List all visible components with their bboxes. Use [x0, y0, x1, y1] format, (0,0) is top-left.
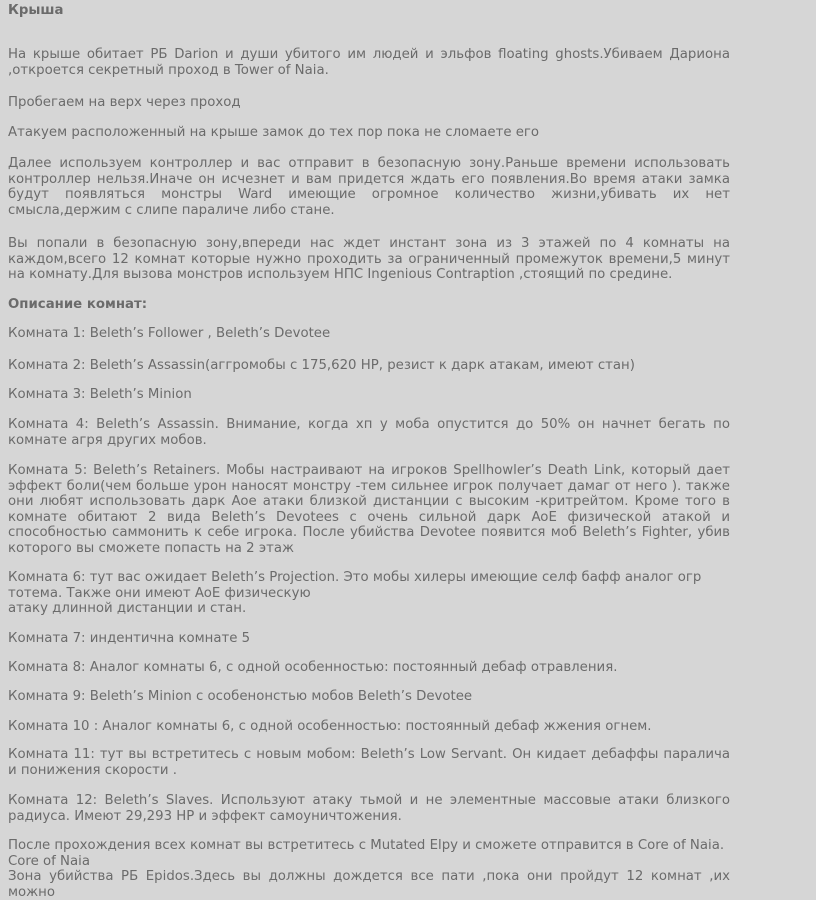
room-2: Комната 2: Beleth’s Assassin(аггромобы с 175,620 HP, резист к дарк атакам, имеют стан)	[8, 358, 635, 373]
room-10: Комната 10 : Аналог комнаты 6, с одной особенностью: постоянный дебаф жжения огнем.	[8, 719, 652, 734]
room-7: Комната 7: индентична комнате 5	[8, 631, 251, 646]
room-6	[8, 570, 730, 617]
room-3: Комната 3: Beleth’s Minion	[8, 387, 192, 402]
room-5: Комната 5: Beleth’s Retainers. Мобы настраивают на игроков Spellhowler’s Death Link, который дает эффект боли(чем больше урон наносят монстру -тем сильнее игрок получает дамаг от него ). также они любят использовать дарк Aoe атаки близкой дистанции с высоким -критрейтом. Кроме того в комнате обитают 2 вида Beleth’s Devotees с очень сильной дарк AoE физической атакой и способностью саммонить к себе игрока. После убийства Devotee появится моб Beleth’s Fighter, убив которого вы сможете попасть на 2 этаж	[8, 463, 730, 556]
paragraph-controller: Далее используем контроллер и вас отправит в безопасную зону.Раньше времени использовать контроллер нельзя.Иначе он исчезнет и вам придется ждать его появления.Во время атаки замка будут появляться монстры Ward имеющие огромное количество жизни,убивать их нет смысла,держим с слипе параличе либо стане.	[8, 156, 730, 218]
after-rooms-text: После прохождения всех комнат вы встретитесь с Mutated Elpy и сможете отправится в Core of Naia.	[8, 838, 725, 853]
room-6-text: Комната 6: тут вас ожидает Beleth’s Projection. Это мобы хилеры имеющие селф бафф аналог огр тотема. Также они имеют AoE физическую	[8, 570, 702, 601]
room-12: Комната 12: Beleth’s Slaves. Используют атаку тьмой и не элементные массовые атаки близкого радиуса. Имеют 29,293 HP и эффект самоуничтожения.	[8, 793, 730, 824]
room-9: Комната 9: Beleth’s Minion с особенонстью мобов Beleth’s Devotee	[8, 689, 473, 704]
paragraph-intro: На крыше обитает РБ Darion и души убитого им людей и эльфов floating ghosts.Убиваем Дариона ,откроется секретный проход в Tower of Naia.	[8, 47, 730, 78]
section-heading-roof: Крыша	[8, 3, 64, 18]
room-6-continuation: атаку длинной дистанции и стан.	[8, 601, 247, 616]
paragraph-after-rooms	[8, 838, 730, 900]
paragraph-safe-zone: Вы попали в безопасную зону,впереди нас ждет инстант зона из 3 этажей по 4 комнаты на каждом,всего 12 комнат которые нужно проходить за ограниченный промежуток времени,5 минут на комнату.Для вызова монстров используем НПС Ingenious Contraption ,стоящий по средине.	[8, 236, 730, 282]
room-11: Комната 11: тут вы встретитесь с новым мобом: Beleth’s Low Servant. Он кидает дебаффы паралича и понижения скорости .	[8, 747, 730, 778]
room-8: Комната 8: Аналог комнаты 6, с одной особенностью: постоянный дебаф отравления.	[8, 660, 618, 675]
core-of-naia-title: Core of Naia	[8, 853, 90, 869]
rooms-heading: Описание комнат:	[8, 297, 148, 312]
room-4: Комната 4: Beleth’s Assassin. Внимание, когда хп у моба опустится до 50% он начнет бегать по комнате агря других мобов.	[8, 417, 730, 448]
epidos-text: Зона убийства РБ Epidos.Здесь вы должны дождется все пати ,пока они пройдут 12 комнат ,их можно	[8, 869, 730, 900]
paragraph-attack-castle: Атакуем расположенный на крыше замок до тех пор пока не сломаете его	[8, 125, 540, 140]
paragraph-run-up: Пробегаем на верх через проход	[8, 95, 241, 110]
room-1: Комната 1: Beleth’s Follower , Beleth’s Devotee	[8, 326, 331, 341]
